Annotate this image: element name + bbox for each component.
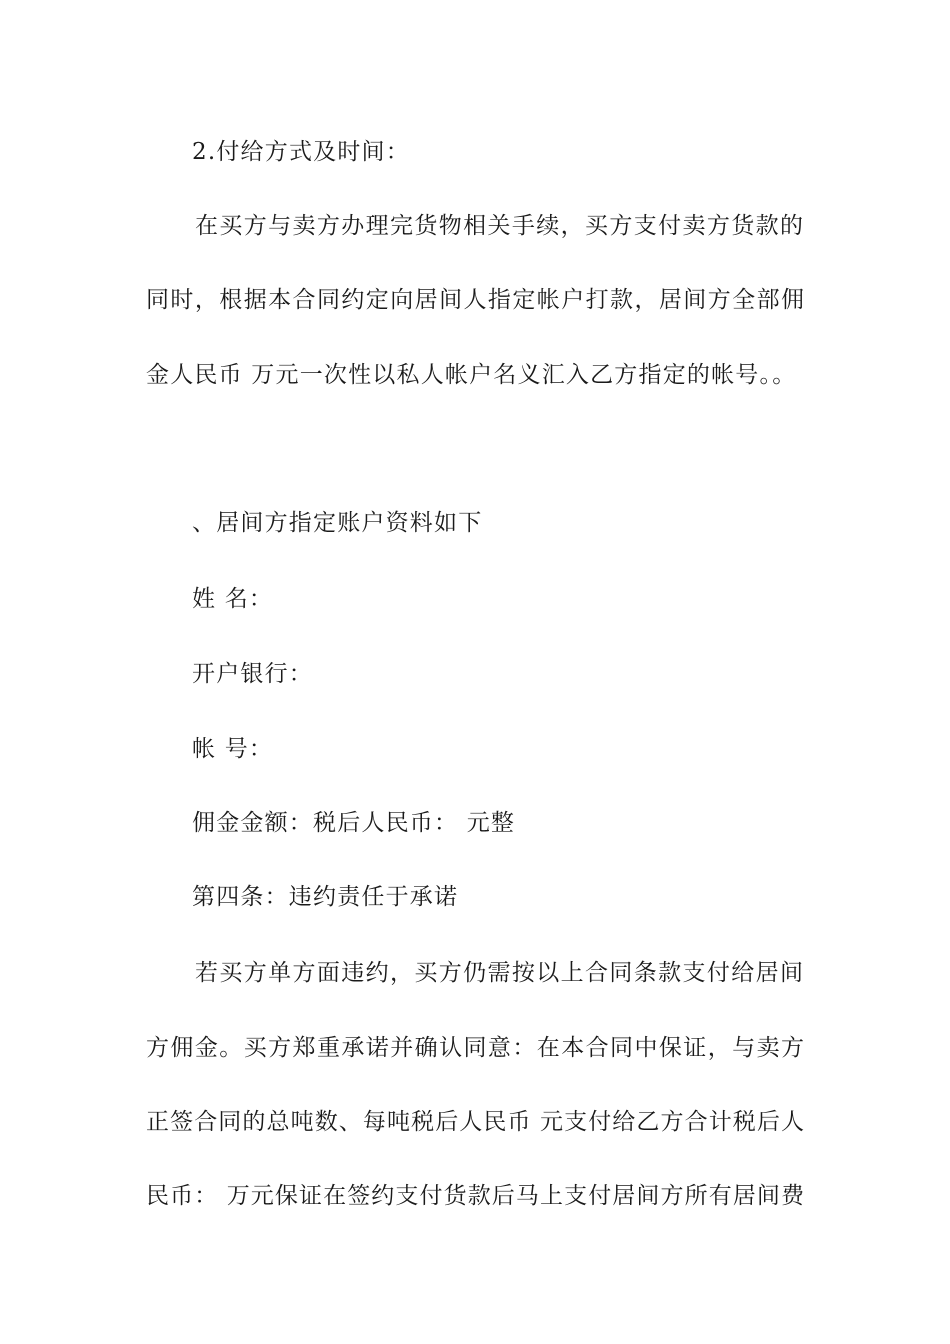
bank-label: 开户银行： <box>192 661 313 687</box>
payment-method-heading: 2.付给方式及时间： <box>192 139 410 165</box>
paragraph-line: 在买方与卖方办理完货物相关手续，买方支付卖方货款的 <box>195 213 803 239</box>
paragraph-line: 同时，根据本合同约定向居间人指定帐户打款，居间方全部佣 <box>146 287 804 313</box>
account-info-heading: 、居间方指定账户资料如下 <box>192 510 483 536</box>
paragraph-line: 若买方单方面违约，买方仍需按以上合同条款支付给居间 <box>195 960 803 986</box>
commission-amount-label: 佣金金额：税后人民币： 元整 <box>192 810 516 836</box>
paragraph-line: 正签合同的总吨数、每吨税后人民币 元支付给乙方合计税后人 <box>146 1109 804 1135</box>
article-four-heading: 第四条：违约责任于承诺 <box>192 884 459 910</box>
paragraph-line: 民币： 万元保证在签约支付货款后马上支付居间方所有居间费 <box>146 1183 804 1209</box>
account-number-label: 帐 号： <box>192 736 274 762</box>
paragraph-line: 金人民币 万元一次性以私人帐户名义汇入乙方指定的帐号。。 <box>146 362 797 388</box>
account-name-label: 姓 名： <box>192 586 274 612</box>
paragraph-line: 方佣金。买方郑重承诺并确认同意：在本合同中保证，与卖方 <box>146 1035 804 1061</box>
